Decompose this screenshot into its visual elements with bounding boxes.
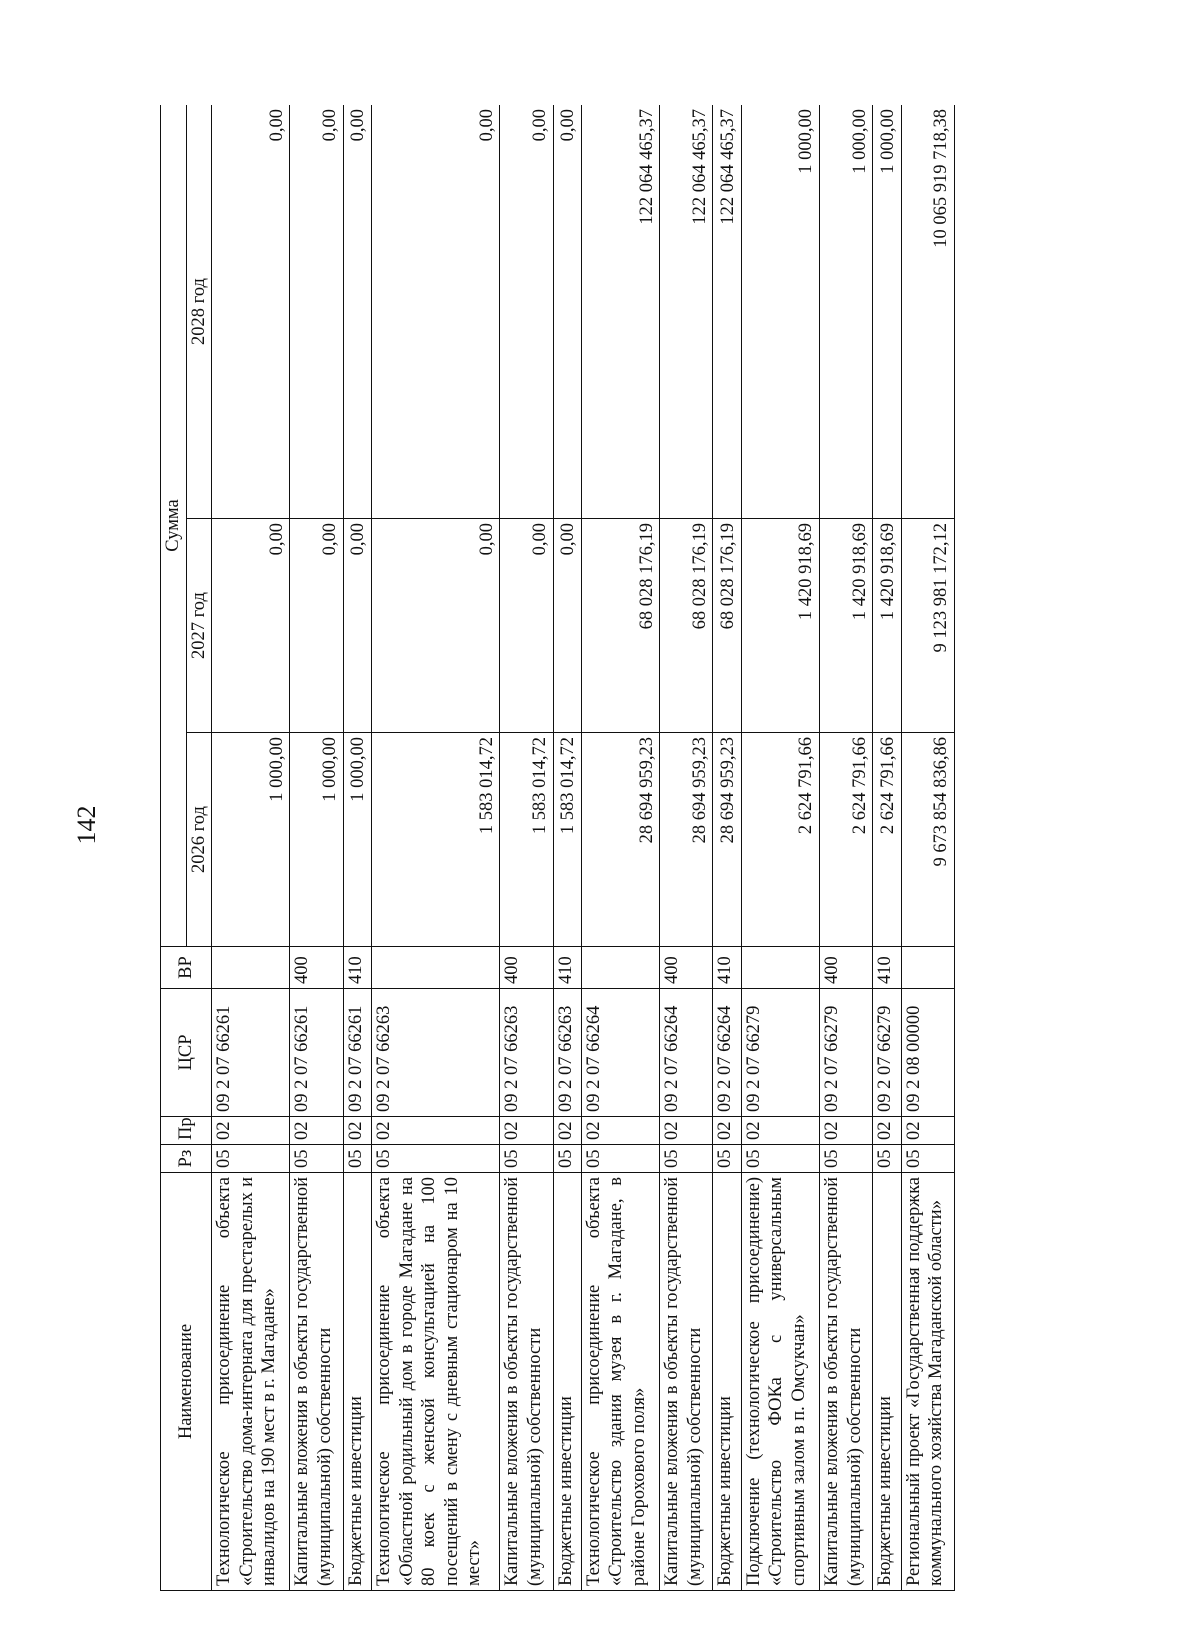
cell-y2026: 1 000,00 <box>212 733 290 947</box>
cell-y2028: 1 000,00 <box>873 105 901 519</box>
budget-table <box>160 105 955 1591</box>
cell-y2026: 28 694 959,23 <box>660 733 713 947</box>
cell-vr <box>581 947 659 989</box>
cell-pr: 02 <box>290 1117 343 1145</box>
cell-name: Подключение (технологическое присоединение) «Строительство ФОКа с универсальным спортивным залом в п. Омсукчан» <box>741 1173 819 1591</box>
cell-rz: 05 <box>290 1145 343 1173</box>
cell-y2027: 68 028 176,19 <box>713 519 741 733</box>
cell-y2026: 28 694 959,23 <box>581 733 659 947</box>
table-header-row <box>161 105 187 1591</box>
cell-y2027: 0,00 <box>372 519 500 733</box>
cell-vr: 400 <box>500 947 553 989</box>
table-row <box>820 105 873 1591</box>
cell-vr: 400 <box>820 947 873 989</box>
page-number: 142 <box>72 805 101 845</box>
table-row <box>873 105 901 1591</box>
cell-name: Бюджетные инвестиции <box>343 1173 371 1591</box>
cell-name: Капитальные вложения в объекты государственной (муниципальной) собственности <box>660 1173 713 1591</box>
cell-y2027: 0,00 <box>290 519 343 733</box>
cell-vr <box>372 947 500 989</box>
cell-csr: 09 2 08 00000 <box>901 989 954 1117</box>
header-2027: 2027 год <box>186 519 212 733</box>
cell-y2026: 2 624 791,66 <box>741 733 819 947</box>
cell-name: Капитальные вложения в объекты государственной (муниципальной) собственности <box>820 1173 873 1591</box>
cell-csr: 09 2 07 66279 <box>741 989 819 1117</box>
header-csr: ЦСР <box>161 989 212 1117</box>
cell-y2028: 1 000,00 <box>820 105 873 519</box>
cell-y2026: 1 583 014,72 <box>500 733 553 947</box>
header-pr: Пр <box>161 1117 212 1145</box>
header-2028: 2028 год <box>186 105 212 519</box>
rotated-page <box>160 105 955 1591</box>
cell-csr: 09 2 07 66261 <box>290 989 343 1117</box>
cell-rz: 05 <box>581 1145 659 1173</box>
header-vr: ВР <box>161 947 212 989</box>
cell-csr: 09 2 07 66263 <box>553 989 581 1117</box>
cell-rz: 05 <box>713 1145 741 1173</box>
cell-name: Бюджетные инвестиции <box>553 1173 581 1591</box>
cell-y2026: 1 000,00 <box>290 733 343 947</box>
table-row <box>500 105 553 1591</box>
cell-y2026: 2 624 791,66 <box>873 733 901 947</box>
cell-vr: 400 <box>660 947 713 989</box>
cell-rz: 05 <box>660 1145 713 1173</box>
cell-y2027: 68 028 176,19 <box>660 519 713 733</box>
cell-pr: 02 <box>873 1117 901 1145</box>
cell-y2027: 0,00 <box>500 519 553 733</box>
cell-y2027: 0,00 <box>212 519 290 733</box>
table-row <box>713 105 741 1591</box>
cell-vr: 400 <box>290 947 343 989</box>
cell-rz: 05 <box>553 1145 581 1173</box>
cell-y2028: 1 000,00 <box>741 105 819 519</box>
cell-y2028: 122 064 465,37 <box>713 105 741 519</box>
cell-rz: 05 <box>741 1145 819 1173</box>
cell-y2028: 0,00 <box>553 105 581 519</box>
cell-y2027: 68 028 176,19 <box>581 519 659 733</box>
cell-y2026: 2 624 791,66 <box>820 733 873 947</box>
cell-vr: 410 <box>713 947 741 989</box>
cell-pr: 02 <box>500 1117 553 1145</box>
cell-y2028: 0,00 <box>290 105 343 519</box>
cell-y2028: 0,00 <box>343 105 371 519</box>
cell-rz: 05 <box>901 1145 954 1173</box>
cell-name: Капитальные вложения в объекты государственной (муниципальной) собственности <box>290 1173 343 1591</box>
cell-y2026: 1 583 014,72 <box>553 733 581 947</box>
cell-csr: 09 2 07 66264 <box>581 989 659 1117</box>
cell-vr: 410 <box>553 947 581 989</box>
cell-y2027: 0,00 <box>553 519 581 733</box>
cell-pr: 02 <box>660 1117 713 1145</box>
table-row <box>212 105 290 1591</box>
cell-y2028: 0,00 <box>212 105 290 519</box>
cell-vr <box>212 947 290 989</box>
cell-rz: 05 <box>372 1145 500 1173</box>
cell-y2026: 1 583 014,72 <box>372 733 500 947</box>
cell-y2027: 1 420 918,69 <box>820 519 873 733</box>
cell-y2028: 122 064 465,37 <box>660 105 713 519</box>
cell-rz: 05 <box>500 1145 553 1173</box>
table-row <box>741 105 819 1591</box>
cell-rz: 05 <box>212 1145 290 1173</box>
header-name: Наименование <box>161 1173 212 1591</box>
cell-csr: 09 2 07 66264 <box>660 989 713 1117</box>
table-row <box>290 105 343 1591</box>
table-row <box>660 105 713 1591</box>
cell-y2028: 0,00 <box>500 105 553 519</box>
cell-csr: 09 2 07 66279 <box>820 989 873 1117</box>
cell-name: Технологическое присоединение объекта «Областной родильный дом в городе Магадане на 80 коек с женской консультацией на 100 посещений в смену с дневным стационаром на 10 мест» <box>372 1173 500 1591</box>
cell-csr: 09 2 07 66263 <box>500 989 553 1117</box>
table-row <box>553 105 581 1591</box>
cell-pr: 02 <box>553 1117 581 1145</box>
cell-name: Бюджетные инвестиции <box>873 1173 901 1591</box>
cell-csr: 09 2 07 66263 <box>372 989 500 1117</box>
cell-vr: 410 <box>873 947 901 989</box>
cell-rz: 05 <box>343 1145 371 1173</box>
table-row <box>581 105 659 1591</box>
cell-name: Капитальные вложения в объекты государственной (муниципальной) собственности <box>500 1173 553 1591</box>
table-row <box>901 105 954 1591</box>
cell-y2028: 0,00 <box>372 105 500 519</box>
cell-pr: 02 <box>741 1117 819 1145</box>
cell-pr: 02 <box>820 1117 873 1145</box>
cell-vr <box>741 947 819 989</box>
cell-pr: 02 <box>343 1117 371 1145</box>
cell-name: Технологическое присоединение объекта «Строительство дома-интерната для престарелых и инвалидов на 190 мест в г. Магадане» <box>212 1173 290 1591</box>
cell-y2027: 1 420 918,69 <box>741 519 819 733</box>
cell-vr: 410 <box>343 947 371 989</box>
cell-pr: 02 <box>713 1117 741 1145</box>
header-rz: Рз <box>161 1145 212 1173</box>
cell-y2028: 10 065 919 718,38 <box>901 105 954 519</box>
cell-name: Технологическое присоединение объекта «Строительство здания музея в г. Магадане, в районе Горохового поля» <box>581 1173 659 1591</box>
cell-rz: 05 <box>820 1145 873 1173</box>
cell-y2027: 1 420 918,69 <box>873 519 901 733</box>
cell-csr: 09 2 07 66279 <box>873 989 901 1117</box>
cell-csr: 09 2 07 66261 <box>343 989 371 1117</box>
cell-pr: 02 <box>581 1117 659 1145</box>
cell-y2026: 1 000,00 <box>343 733 371 947</box>
cell-pr: 02 <box>372 1117 500 1145</box>
cell-vr <box>901 947 954 989</box>
table-row <box>372 105 500 1591</box>
cell-name: Бюджетные инвестиции <box>713 1173 741 1591</box>
cell-name: Региональный проект «Государственная поддержка коммунального хозяйства Магаданской области» <box>901 1173 954 1591</box>
cell-y2027: 9 123 981 172,12 <box>901 519 954 733</box>
table-row <box>343 105 371 1591</box>
header-sum: Сумма <box>161 105 187 947</box>
rotated-table-container <box>160 105 955 1591</box>
cell-csr: 09 2 07 66261 <box>212 989 290 1117</box>
cell-rz: 05 <box>873 1145 901 1173</box>
cell-y2026: 28 694 959,23 <box>713 733 741 947</box>
cell-y2026: 9 673 854 836,86 <box>901 733 954 947</box>
cell-y2027: 0,00 <box>343 519 371 733</box>
cell-y2028: 122 064 465,37 <box>581 105 659 519</box>
cell-csr: 09 2 07 66264 <box>713 989 741 1117</box>
header-2026: 2026 год <box>186 733 212 947</box>
cell-pr: 02 <box>212 1117 290 1145</box>
cell-pr: 02 <box>901 1117 954 1145</box>
